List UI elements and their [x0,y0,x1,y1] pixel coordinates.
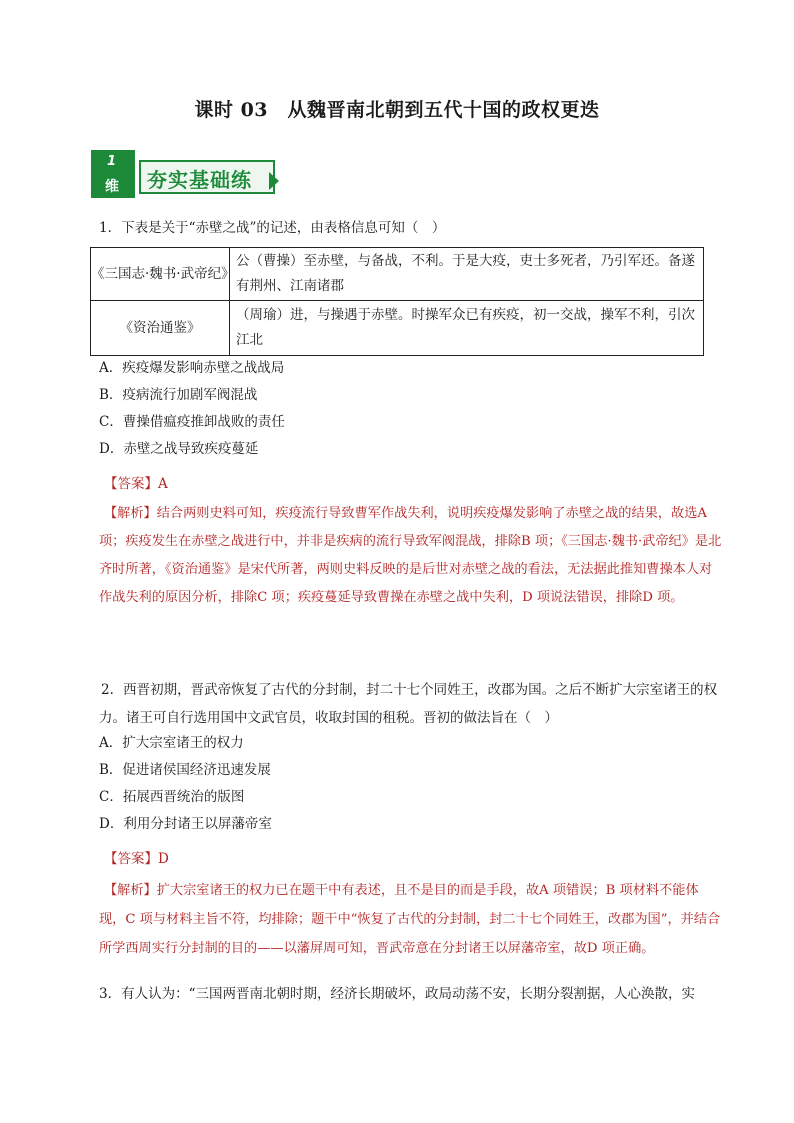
banner-label-box [139,160,275,194]
q2-answer [104,846,729,873]
q3-stem: 3．有人认为：“三国两晋南北朝时期，经济长期破坏，政局动荡不安，长期分裂割据，人心涣散，实 [99,986,695,1002]
q1-option-b: B．疫病流行加剧军阀混战 [99,387,258,403]
analysis-label: 【解析】 [104,506,157,521]
answer-label: 【答案】 [104,851,158,867]
q1-stem: 1．下表是关于“赤壁之战”的记述，由表格信息可知（ ） [99,220,446,236]
q1-source-table [90,247,704,356]
answer-value: D [158,851,169,867]
section-banner [91,150,287,198]
level-number: 1 [107,154,117,169]
analysis-text: 扩大宗室诸王的权力已在题干中有表述，且不是目的而是手段，故A 项错误；B 项材料不能体现，C 项与材料主旨不符，均排除；题干中“恢复了古代的分封制，封二十七个同姓王，改郡为国”，并结合所学西周实行分封制的目的——以藩屏周可知，晋武帝意在分封诸王以屏藩帝室，故D 项正确。 [99,883,721,956]
q1-answer [104,471,729,498]
banner-label: 夯实基础练 [147,168,252,192]
banner-arrow-icon [269,172,279,190]
answer-label: 【答案】 [104,476,158,492]
table-cell-text: （周瑜）进，与操遇于赤壁。时操军众已有疾疫，初一交战，操军不利，引次江北 [230,301,704,356]
q2-stem: 2．西晋初期，晋武帝恢复了古代的分封制，封二十七个同姓王，改郡为国。之后不断扩大宗室诸王的权力。诸王可自行选用国中文武官员，收取封国的租税。晋初的做法旨在（ ） [99,682,718,726]
table-cell-source: 《三国志·魏书·武帝纪》 [91,248,230,301]
q1-option-a: A．疾疫爆发影响赤壁之战战局 [99,360,285,376]
q2-option-d: D．利用分封诸王以屏藩帝室 [99,816,272,832]
analysis-label: 【解析】 [104,883,157,898]
answer-value: A [158,476,168,492]
q2-analysis [99,876,724,963]
q1-option-d: D．赤壁之战导致疾疫蔓延 [99,441,259,457]
level-badge [91,150,135,198]
q2-option-a: A．扩大宗室诸王的权力 [99,735,244,751]
q2-option-c: C．拓展西晋统治的版图 [99,789,245,805]
page-title: 课时 03 从魏晋南北朝到五代十国的政权更迭 [194,99,600,121]
level-wei: 维 [105,179,119,195]
q1-analysis [99,500,724,612]
q1-option-c: C．曹操借瘟疫推卸战败的责任 [99,414,285,430]
table-row [91,301,704,356]
table-cell-text: 公（曹操）至赤壁，与备战，不利。于是大疫，吏士多死者，乃引军还。备遂有荆州、江南诸郡 [230,248,704,301]
table-cell-source: 《资治通鉴》 [91,301,230,356]
table-row [91,248,704,301]
q2-option-b: B．促进诸侯国经济迅速发展 [99,762,271,778]
analysis-text: 结合两则史料可知，疾疫流行导致曹军作战失利，说明疾疫爆发影响了赤壁之战的结果，故选A 项；疾疫发生在赤壁之战进行中，并非是疾病的流行导致军阀混战，排除B 项；《三国志·魏书·武帝纪》是北齐时所著，《资治通鉴》是宋代所著，两则史料反映的是后世对赤壁之战的看法，无法据此推知曹操本人对作战失利的原因分析，排除C 项；疾疫蔓延导致曹操在赤壁之战中失利，D 项说法错误，排除D 项。 [99,506,722,605]
